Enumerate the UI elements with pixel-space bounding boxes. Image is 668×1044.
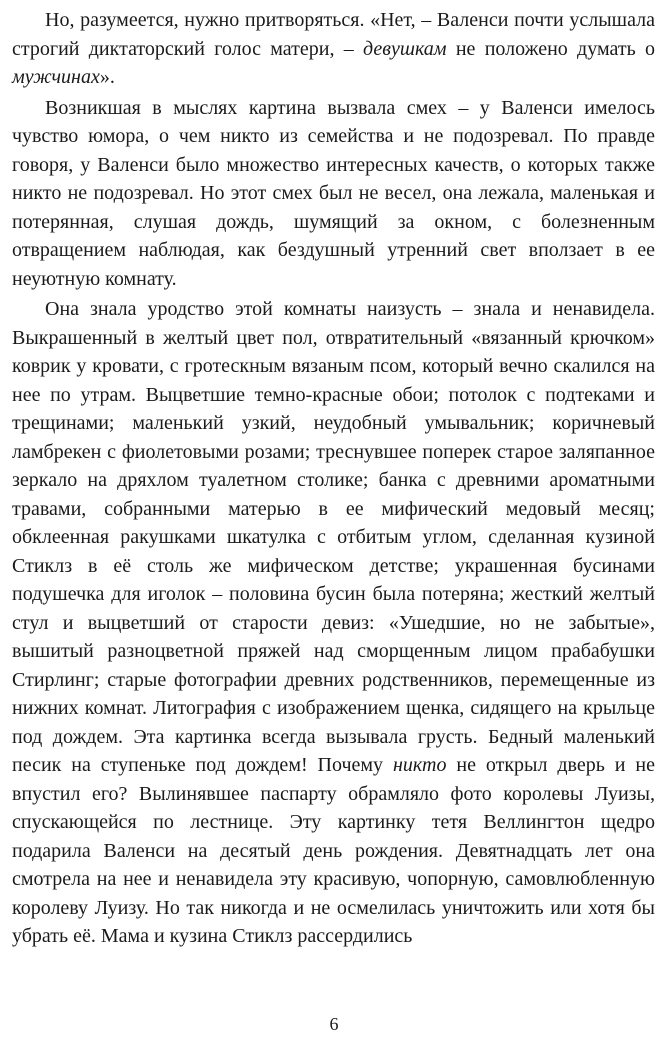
paragraph-1-emphasis-b: мужчинах <box>12 66 100 88</box>
paragraph-1 <box>12 6 655 92</box>
paragraph-3 <box>12 295 655 951</box>
page-body <box>12 6 655 953</box>
paragraph-3-emphasis: никто <box>392 754 447 776</box>
paragraph-1-emphasis-a: девушкам <box>363 37 447 60</box>
paragraph-2-text: Возникшая в мыслях картина вызвала смех – у Валенси имелось чувство юмора, о чем никто из семейства и не подозревал. По правде говоря, у Валенси было множество интересных качеств, о которых также никто не подозревал. Но этот смех был не весел, она лежала, маленькая и потерянная, слушая дождь, шумящий за окном, с болезненным отвращением наблюдая, как бездушный утренний свет вползает в ее неуютную комнату. <box>12 96 655 290</box>
paragraph-1-text-c: ». <box>99 66 115 88</box>
paragraph-3-text-a: Она знала уродство этой комнаты наизусть – знала и ненавидела. Выкрашенный в желтый цвет пол, отвратительный «вязанный крючком» коврик у кровати, с гротескным вязаным псом, который вечно скалился на нее по утрам. Выцветшие темно-красные обои; потолок с подтеками и трещинами; маленький узкий, неудобный умывальник; коричневый ламбрекен с фиолетовыми розами; треснувшее поперек старое заляпанное зеркало на дряхлом туалетном столике; банка с древними ароматными травами, собранными матерью в ее мифический медовый месяц; обклеенная ракушками шкатулка с отбитым углом, сделанная кузиной Стиклз в её столь же мифическом детстве; украшенная бусинами подушечка для иголок – половина бусин была потеряна; жесткий желтый стул и выцветший от старости девиз: «Ушедшие, но не забытые», вышитый разноцветной пряжей над сморщенным лицом прабабушки Стирлинг; старые фотографии древних родственников, перемещенные из нижних комнат. Литография с изображением щенка, сидящего на крыльце под дождем. Эта картинка всегда вызывала грусть. Бедный маленький песик на ступеньке под дождем! Почему <box>12 298 655 776</box>
page-number: 6 <box>329 1014 339 1034</box>
paragraph-1-text-b: не положено думать о <box>446 37 655 60</box>
paragraph-1-text-a: Но, разумеется, нужно притворяться. «Нет, – Валенси почти услышала строгий диктаторский голос матери, – <box>12 9 655 60</box>
paragraph-3-text-b: не открыл дверь и не впустил его? Вылинявшее паспарту обрамляло фото королевы Луизы, спускающейся по лестнице. Эту картинку тетя Веллингтон щедро подарила Валенси на десятый день рождения. Девятнадцать лет она смотрела на нее и ненавидела эту красивую, чопорную, самовлюбленную королеву Луизу. Но так никогда и не осмелилась уничтожить или хотя бы убрать её. Мама и кузина Стиклз рассердились <box>12 754 655 947</box>
paragraph-2 <box>12 94 655 294</box>
